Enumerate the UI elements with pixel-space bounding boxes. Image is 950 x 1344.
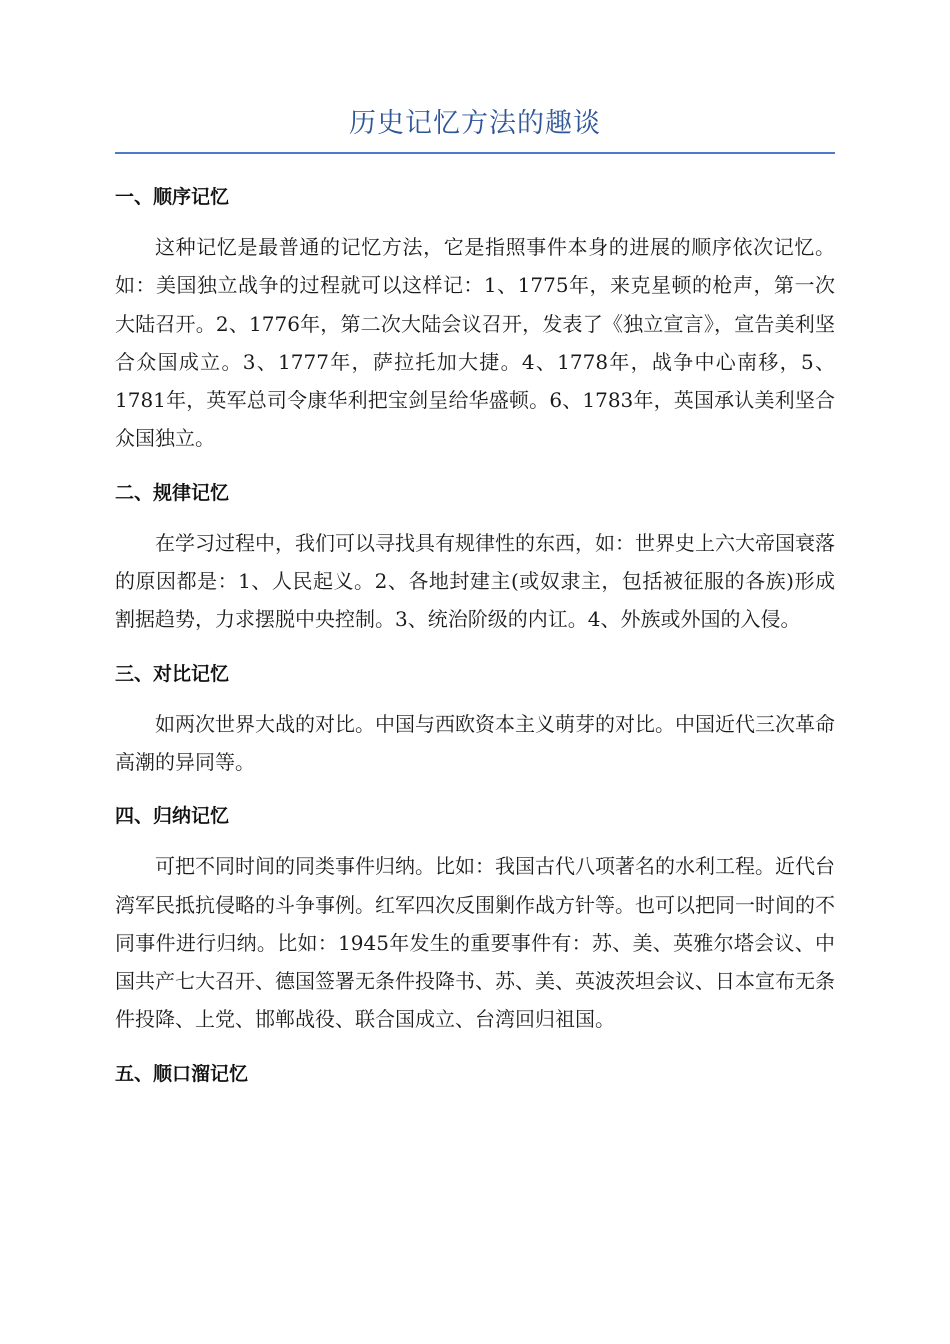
section-paragraph-sequential: 这种记忆是最普通的记忆方法，它是指照事件本身的进展的顺序依次记忆。如：美国独立战争的过程就可以这样记：1、1775年，来克星顿的枪声，第一次大陆召开。2、1776年，第二次大陆会议召开，发表了《独立宣言》，宣告美利坚合众国成立。3、1777年，萨拉托加大捷。4、1778年，战争中心南移，5、1781年，英军总司令康华利把宝剑呈给华盛顿。6、1783年，英国承认美利坚合众国独立。 [115, 235, 835, 451]
section-heading-comparison: 三、对比记忆 [115, 662, 230, 685]
document-page [115, 100, 835, 1087]
document-title: 历史记忆方法的趣谈 [115, 100, 835, 154]
section-paragraph-comparison: 如两次世界大战的对比。中国与西欧资本主义萌芽的对比。中国近代三次革命高潮的异同等。 [115, 711, 835, 774]
section-paragraph-pattern: 在学习过程中，我们可以寻找具有规律性的东西，如：世界史上六大帝国衰落的原因都是：1、人民起义。2、各地封建主(或奴隶主，包括被征服的各族)形成割据趋势，力求摆脱中央控制。3、统治阶级的内讧。4、外族或外国的入侵。 [115, 530, 835, 632]
section-heading-pattern: 二、规律记忆 [115, 481, 230, 504]
section-heading-induction: 四、归纳记忆 [115, 805, 230, 828]
section-paragraph-induction: 可把不同时间的同类事件归纳。比如：我国古代八项著名的水利工程。近代台湾军民抵抗侵略的斗争事例。红军四次反围剿作战方针等。也可以把同一时间的不同事件进行归纳。比如：1945年发生的重要事件有：苏、美、英雅尔塔会议、中国共产七大召开、德国签署无条件投降书、苏、美、英波茨坦会议、日本宣布无条件投降、上党、邯郸战役、联合国成立、台湾回归祖国。 [115, 854, 835, 1032]
section-heading-sequential: 一、顺序记忆 [115, 186, 230, 208]
section-heading-rhyme: 五、顺口溜记忆 [115, 1062, 249, 1085]
